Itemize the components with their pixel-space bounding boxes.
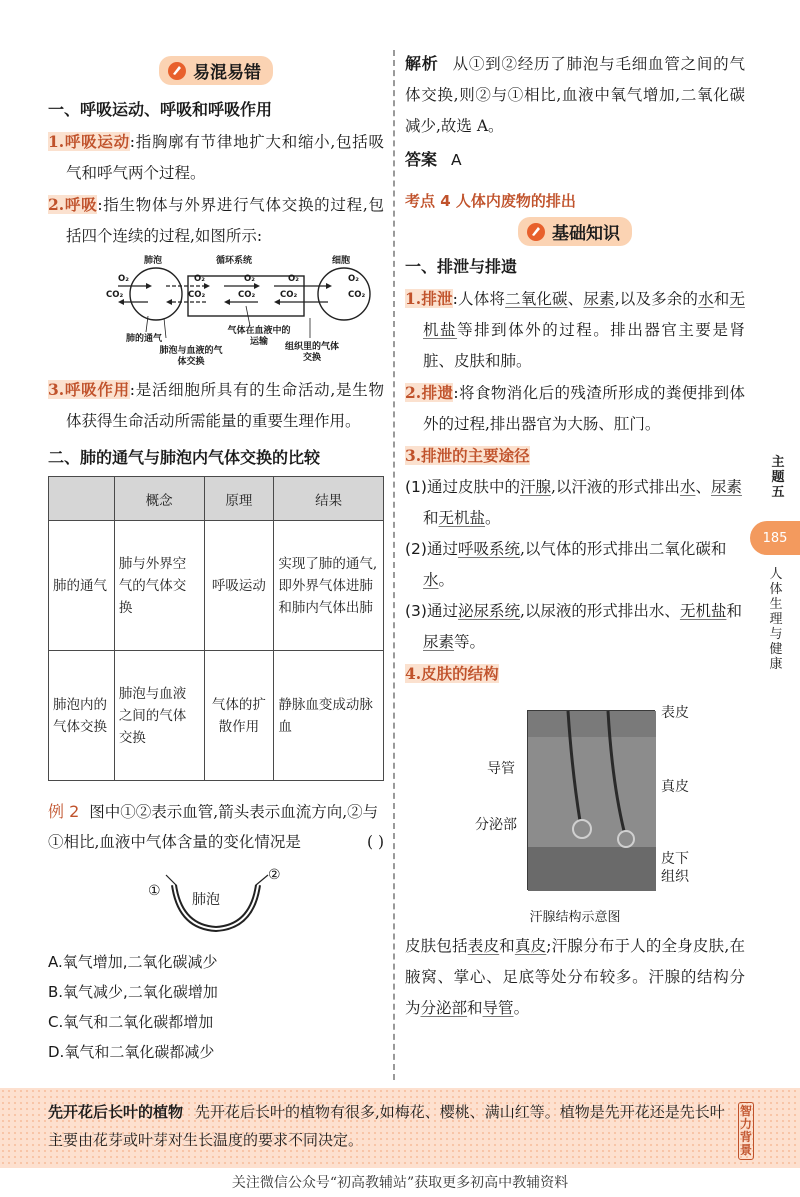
list-number: (2) [405,540,427,558]
text-run: 等排到体外的过程。排出器官主要是肾脏、皮肤和肺。 [423,321,745,370]
keyword-respiratory-system: 呼吸系统 [457,540,520,558]
chem-co2-1: CO₂ [106,290,124,300]
text-run: :将食物消化后的残渣所形成的粪便排到体外的过程,排出器官为大肠、肛门。 [423,384,745,433]
answer-blank: ( ) [366,833,384,851]
keyword-urea: 尿素 [423,633,455,651]
label-lung-ventilation: 肺的通气 [125,334,162,344]
column-divider [393,50,395,1080]
label-alveolus: 肺泡 [144,256,163,266]
banner-confusable [48,56,384,85]
term-egestion: 2.排遗 [405,383,454,402]
banner-title: 基础知识 [552,224,620,244]
analysis [405,48,745,142]
kaodian-heading: 考点 4 人体内废物的排出 [405,192,576,210]
chem-co2-3: CO₂ [238,290,256,300]
table-cell: 肺的通气 [49,521,115,651]
marker-2: ② [268,867,281,883]
answer-value: A [451,151,462,169]
keyword-duct: 导管 [482,999,514,1017]
text-run: 等。 [454,633,486,651]
keyword-urea: 尿素 [583,290,615,308]
keyword-salts: 无机盐 [423,290,745,339]
text-run: 通过 [426,602,458,620]
table-header: 概念 [114,477,204,521]
figure-caption: 汗腺结构示意图 [529,910,621,925]
list-number: (1) [405,478,427,496]
label-blood-transport: 气体在血液中的运输 [227,326,291,347]
item3-text: :是活细胞所具有的生命活动,是生物体获得生命活动所需能量的重要生理作用。 [66,381,384,430]
pathway-1 [405,472,745,534]
table-cell: 呼吸运动 [204,521,274,651]
term-respiration: 2.呼吸 [48,195,98,214]
item-pathways [405,440,745,472]
text-run: 、 [567,290,584,308]
tip-content [48,1098,728,1154]
item2-text: :指生物体与外界进行气体交换的过程,包括四个连续的过程,如图所示: [66,196,385,245]
table-cell: 气体的扩散作用 [204,651,274,781]
label-secretory: 分泌部 [475,817,517,833]
text-run: ,以气体的形式排出二氧化碳和 [520,540,727,558]
text-run: 。 [485,509,501,527]
text-run: 和 [423,509,439,527]
banner-basic [405,217,745,246]
comparison-table [48,476,384,781]
table-header [49,477,115,521]
label-alveolar-exchange: 肺泡与血液的气体交换 [159,346,223,367]
text-run: 和 [499,937,515,955]
tip-badge: 智力背景 [738,1102,754,1160]
text-run: ,以尿液的形式排出水、 [520,602,680,620]
text-run: 。 [513,999,530,1017]
right-column [405,48,745,1024]
sweat-gland-figure [405,702,745,927]
keyword-water: 水 [679,478,696,496]
option-b: B.氧气减少,二氧化碳增加 [48,983,218,1001]
side-chapter: 人体生理与健康 [769,567,783,672]
option-d: D.氧气和二氧化碳都减少 [48,1043,215,1061]
keyword-co2: 二氧化碳 [505,290,568,308]
table-cell: 肺泡内的气体交换 [49,651,115,781]
alveolus-label: 肺泡 [192,892,220,908]
item-egestion [405,377,745,440]
analysis-text: 从①到②经历了肺泡与毛细血管之间的气体交换,则②与①相比,血液中氧气增加,二氧化碳减少,故选 A。 [405,55,745,135]
answer-label: 答案 [405,150,438,169]
text-run: 和 [726,602,742,620]
table-header: 结果 [274,477,384,521]
item-cellular-respiration [48,374,384,437]
label-dermis: 真皮 [661,779,689,795]
chem-co2-5: CO₂ [348,290,366,300]
analysis-label: 解析 [405,54,439,73]
text-run: 皮肤包括 [405,937,468,955]
banner-pill [159,56,273,85]
alveolus-figure [136,867,296,941]
term-respiratory-movement: 1.呼吸运动 [48,132,130,151]
text-run: :人体将 [452,290,506,308]
side-tab [750,455,800,672]
banner-title: 易混易错 [193,63,261,83]
table-row [49,521,384,651]
item-skin-structure [405,658,745,690]
page-number: 185 [750,521,800,555]
text-run: ;汗腺分布于人的全身皮肤,在腋窝、掌心、足底等处分布较多。汗腺的结构分为 [405,937,745,1017]
table-cell: 肺与外界空气的气体交换 [114,521,204,651]
text-run: 通过皮肤中的 [426,478,520,496]
table-cell: 肺泡与血液之间的气体交换 [114,651,204,781]
text-run: 通过 [426,540,458,558]
chem-o2-2: O₂ [194,274,205,284]
keyword-epidermis: 表皮 [467,937,500,955]
label-epidermis: 表皮 [661,705,689,721]
answer [405,144,745,176]
option-c: C.氧气和二氧化碳都增加 [48,1013,214,1031]
table-cell: 静脉血变成动脉血 [274,651,384,781]
label-subcutaneous: 皮下组织 [661,851,689,885]
pen-hand-icon [526,222,546,242]
term-excretion: 1.排泄 [405,289,453,308]
section-heading-respiration: 一、呼吸运动、呼吸和呼吸作用 [48,100,273,119]
keyword-salts: 无机盐 [679,602,727,620]
section-heading-comparison: 二、肺的通气与肺泡内气体交换的比较 [48,448,321,467]
item-excretion [405,283,745,377]
chem-o2-4: O₂ [288,274,299,284]
term-skin-structure: 4.皮肤的结构 [405,664,499,683]
skin-summary [405,931,745,1024]
text-run: 。 [438,571,455,589]
text-run: ,以及多余的 [614,290,699,308]
keyword-sweat-gland: 汗腺 [519,478,551,496]
label-cell: 细胞 [332,256,351,266]
tip-title: 先开花后长叶的植物 [48,1103,184,1121]
table-header-row [49,477,384,521]
skin-cross-section-image [527,710,655,890]
label-tissue-exchange: 组织里的气体交换 [284,342,339,363]
keyword-dermis: 真皮 [514,937,547,955]
banner-pill [518,217,632,246]
text-run: 、 [695,478,711,496]
item-respiratory-movement [48,126,384,189]
chem-o2-5: O₂ [348,274,359,284]
option-a: A.氧气增加,二氧化碳减少 [48,953,218,971]
item-respiration [48,189,384,252]
keyword-water: 水 [423,571,439,589]
respiration-diagram [48,256,384,368]
label-circulation: 循环系统 [216,256,253,266]
chem-co2-4: CO₂ [280,290,298,300]
tip-box [0,1088,800,1168]
table-cell: 实现了肺的通气,即外界气体进肺和肺内气体出肺 [274,521,384,651]
pen-hand-icon [167,61,187,81]
keyword-urinary-system: 泌尿系统 [457,602,520,620]
pathway-2 [405,534,745,596]
example-text: 图中①②表示血管,箭头表示血流方向,②与①相比,血液中气体含量的变化情况是 [48,803,379,851]
keyword-secretory: 分泌部 [420,999,468,1017]
list-number: (3) [405,602,427,620]
keyword-salts: 无机盐 [438,509,486,527]
item1-text: :指胸廓有节律地扩大和缩小,包括吸气和呼气两个过程。 [66,133,384,182]
table-header: 原理 [204,477,274,521]
section-heading-excretion: 一、排泄与排遗 [405,257,518,276]
term-cellular-respiration: 3.呼吸作用 [48,380,130,399]
chem-o2-3: O₂ [244,274,255,284]
footer-watermark: 关注微信公众号“初高教辅站”获取更多初高中教辅资料 [231,1175,569,1191]
example-2 [48,797,384,857]
table-row [49,651,384,781]
keyword-water: 水 [698,290,714,308]
term-pathways: 3.排泄的主要途径 [405,446,530,465]
example-label: 例 2 [48,802,80,821]
chem-co2-2: CO₂ [188,290,206,300]
tip-text: 先开花后长叶的植物有很多,如梅花、樱桃、满山红等。植物是先开花还是先长叶主要由花芽或叶芽对生长温度的要求不同决定。 [48,1103,725,1149]
label-duct: 导管 [487,761,515,777]
skin-section-svg [528,711,656,891]
side-topic: 主题五 [771,455,785,500]
pathway-3 [405,596,745,658]
text-run: 和 [713,290,730,308]
text-run: ,以汗液的形式排出 [551,478,680,496]
left-column [48,48,384,1067]
keyword-urea: 尿素 [710,478,742,496]
marker-1: ① [148,883,161,899]
chem-o2-1: O₂ [118,274,129,284]
text-run: 和 [467,999,483,1017]
